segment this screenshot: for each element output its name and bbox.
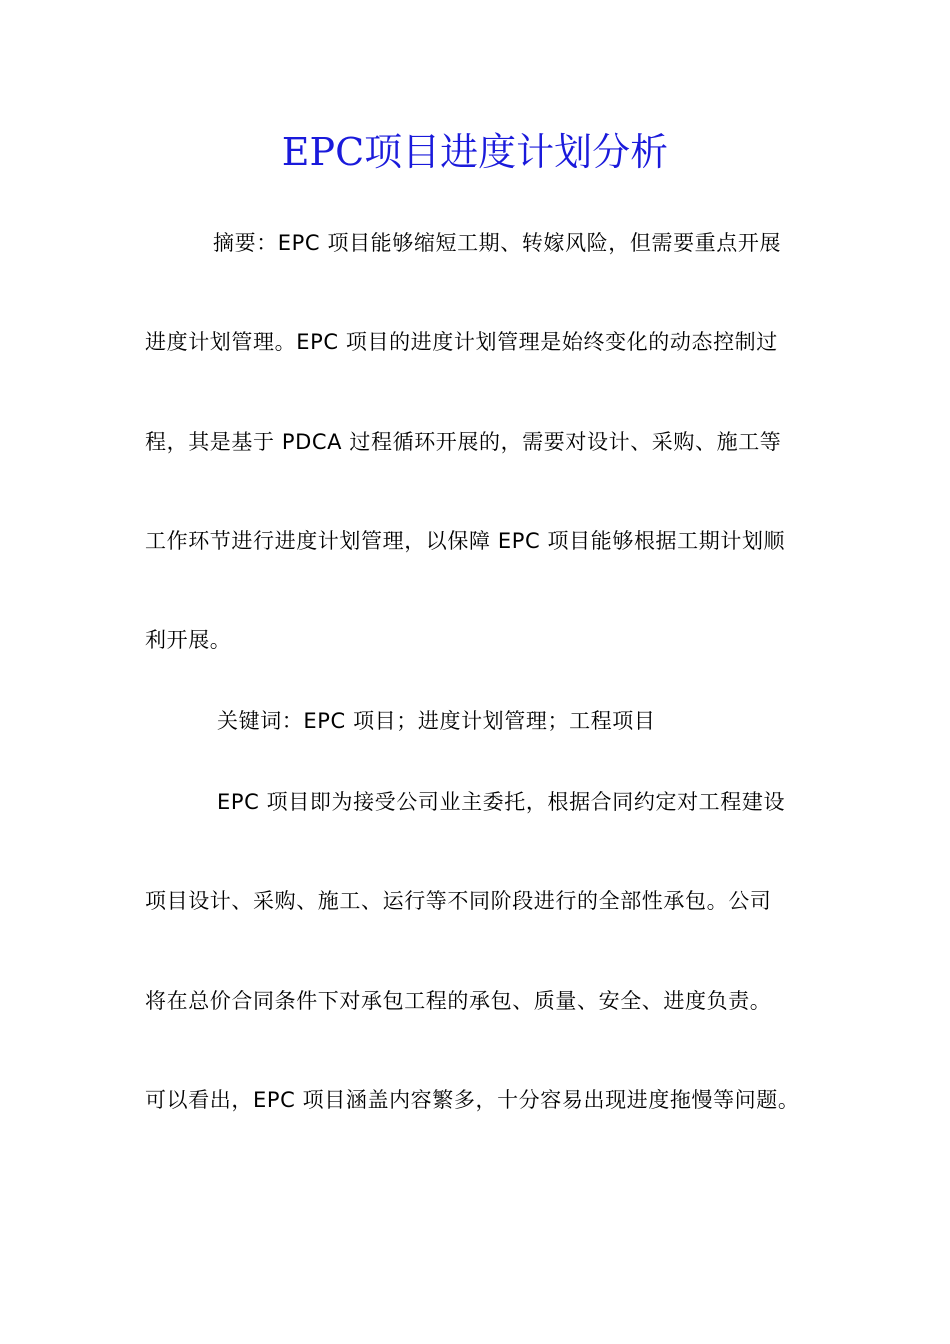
abstract-line-4: 工作环节进行进度计划管理，以保障 EPC 项目能够根据工期计划顺 xyxy=(145,529,786,553)
abstract-line-2: 进度计划管理。EPC 项目的进度计划管理是始终变化的动态控制过 xyxy=(145,330,778,354)
abstract-line-1: 摘要：EPC 项目能够缩短工期、转嫁风险，但需要重点开展 xyxy=(213,231,782,255)
abstract-line-5: 利开展。 xyxy=(145,628,232,652)
abstract-line-3: 程，其是基于 PDCA 过程循环开展的，需要对设计、采购、施工等 xyxy=(145,430,782,454)
body-line-3: 将在总价合同条件下对承包工程的承包、质量、安全、进度负责。 xyxy=(145,989,772,1013)
document-title: EPC项目进度计划分析 xyxy=(281,130,669,174)
keywords-line: 关键词：EPC 项目；进度计划管理；工程项目 xyxy=(217,709,656,733)
body-line-4: 可以看出，EPC 项目涵盖内容繁多，十分容易出现进度拖慢等问题。 xyxy=(145,1088,800,1112)
body-line-2: 项目设计、采购、施工、运行等不同阶段进行的全部性承包。公司 xyxy=(145,889,772,913)
body-line-1: EPC 项目即为接受公司业主委托，根据合同约定对工程建设 xyxy=(217,790,786,814)
